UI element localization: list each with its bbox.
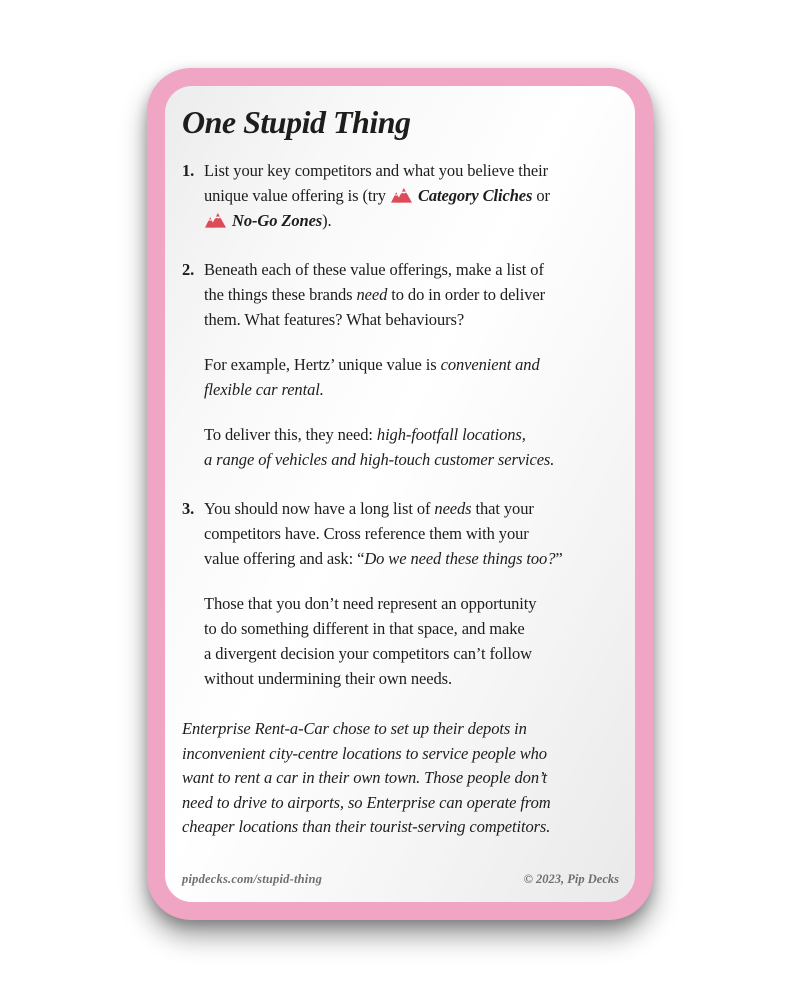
text-segment: flexible car rental. — [204, 380, 324, 399]
text-segment: convenient and — [440, 355, 540, 374]
tactic-card — [147, 68, 653, 920]
text-segment: List your key competitors and what you believe their — [204, 161, 548, 180]
step-number: 3. — [182, 499, 195, 518]
footer-copyright: © 2023, Pip Decks — [523, 872, 619, 886]
text-segment: needs — [434, 499, 472, 518]
text-segment: For example, Hertz’ unique value is — [204, 355, 441, 374]
step-paragraph — [204, 591, 619, 691]
text-segment: inconvenient city-centre locations to service people who — [182, 743, 547, 763]
step-paragraph — [204, 496, 619, 571]
step-body — [204, 257, 619, 472]
text-segment: to do something different in that space, and make — [204, 619, 525, 638]
card-face — [165, 86, 635, 902]
step-number: 2. — [182, 260, 195, 279]
text-segment: to do in order to deliver — [387, 285, 546, 304]
step-body — [204, 158, 619, 233]
text-segment: a divergent decision your competitors can’t follow — [204, 644, 532, 663]
text-segment: ). — [322, 211, 332, 230]
text-segment: need — [356, 285, 388, 304]
text-segment: need to drive to airports, so Enterprise can operate from — [182, 792, 551, 812]
text-segment: that your — [471, 499, 534, 518]
text-segment: the things these brands — [204, 285, 357, 304]
text-segment: unique value offering is (try — [204, 186, 390, 205]
text-segment: want to rent a car in their own town. Those people don’t — [182, 768, 548, 787]
text-segment: Beneath each of these value offerings, make a list of — [204, 260, 544, 279]
card-title: One Stupid Thing — [182, 104, 411, 140]
text-segment: Do we need these things too? — [364, 549, 556, 568]
text-segment: Those that you don’t need represent an opportunity — [204, 594, 537, 613]
text-segment: competitors have. Cross reference them with your — [204, 524, 529, 543]
card-footer — [182, 872, 619, 887]
text-segment: cheaper locations than their tourist-serving competitors. — [182, 817, 551, 836]
mountain-icon — [205, 212, 226, 228]
text-segment: You should now have a long list of — [204, 499, 435, 518]
step-paragraph — [204, 158, 619, 233]
text-segment: Category Cliches — [417, 186, 533, 205]
footer-url: pipdecks.com/stupid-thing — [182, 872, 323, 886]
step-item-2 — [182, 257, 619, 472]
text-segment: high-footfall locations, — [376, 425, 526, 444]
text-segment: Enterprise Rent-a-Car chose to set up their depots in — [182, 719, 527, 738]
text-segment: or — [532, 186, 550, 205]
step-item-3 — [182, 496, 619, 691]
text-segment: them. What features? What behaviours? — [204, 310, 465, 329]
text-segment: No-Go Zones — [232, 211, 323, 230]
text-segment: without undermining their own needs. — [204, 669, 452, 688]
text-segment: ” — [555, 549, 563, 568]
example-note — [182, 717, 619, 840]
step-paragraph — [204, 352, 619, 402]
card-content — [182, 158, 619, 840]
step-paragraph — [204, 257, 619, 332]
mountain-icon — [391, 187, 412, 203]
text-segment: a range of vehicles and high-touch customer services. — [204, 450, 555, 469]
step-number: 1. — [182, 161, 195, 180]
step-item-1 — [182, 158, 619, 233]
step-paragraph — [204, 422, 619, 472]
text-segment: value offering and ask: “ — [204, 549, 365, 568]
step-body — [204, 496, 619, 691]
text-segment: To deliver this, they need: — [204, 425, 377, 444]
